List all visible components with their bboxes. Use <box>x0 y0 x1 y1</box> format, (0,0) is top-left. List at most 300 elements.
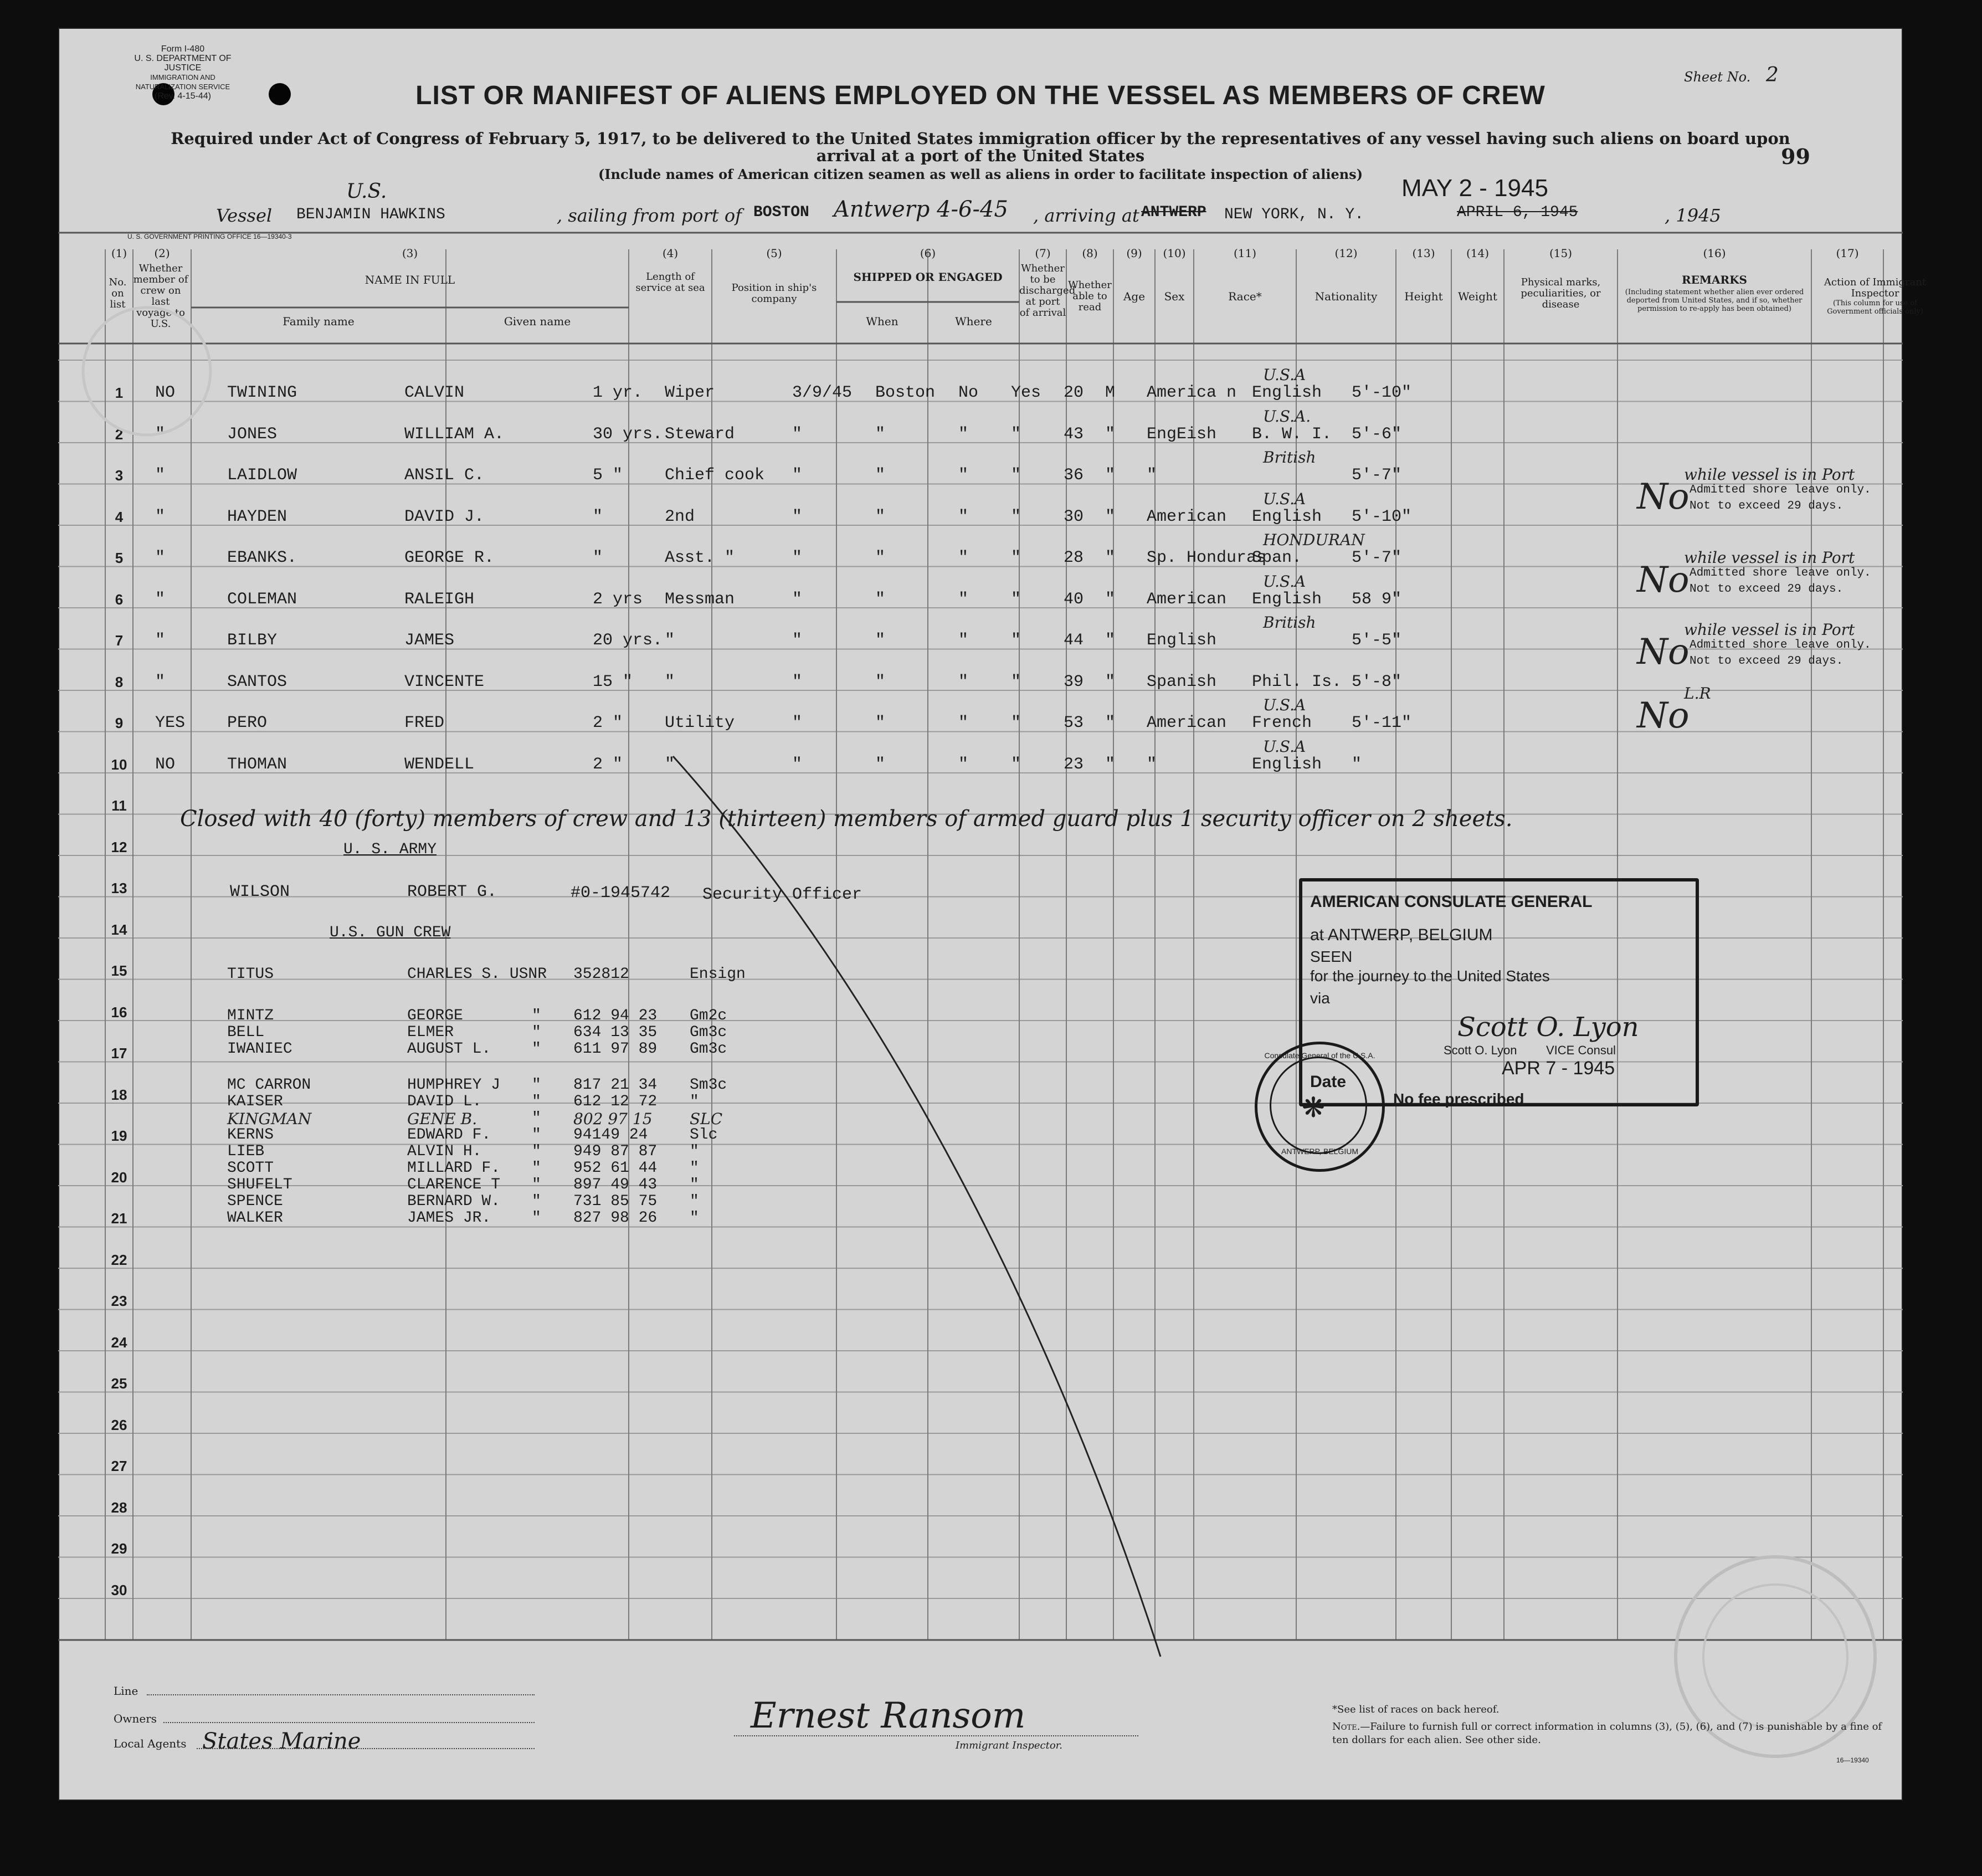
discharged: " <box>958 672 969 691</box>
remark-handwritten: while vessel is in Port <box>1684 621 1855 639</box>
nationality-handwritten: U.S.A. <box>1263 407 1311 426</box>
gun-crew-given-name: DAVID L. <box>407 1093 482 1110</box>
age: 43 <box>1064 424 1084 444</box>
given-name: JAMES <box>404 631 455 650</box>
stamp-date-label: Date <box>1310 1073 1347 1091</box>
header-race: Race* <box>1228 290 1262 303</box>
race: American <box>1147 590 1227 609</box>
length-of-service: " <box>593 507 603 526</box>
gun-crew-family-name: LIEB <box>227 1143 265 1160</box>
column-number: (7) <box>1035 247 1051 260</box>
given-name: ANSIL C. <box>404 466 485 485</box>
race: English <box>1147 631 1217 650</box>
inspector-action-mark: No <box>1637 476 1690 517</box>
stamp-title: AMERICAN CONSULATE GENERAL <box>1310 893 1593 911</box>
gun-crew-ditto-mark: " <box>532 1126 541 1144</box>
gun-crew-given-name: GEORGE <box>407 1007 463 1024</box>
nationality-handwritten: U.S.A <box>1263 696 1306 714</box>
row-number: 4 <box>115 508 124 525</box>
race: America n <box>1147 383 1237 402</box>
length-of-service: 2 " <box>593 755 623 774</box>
footer-line-field <box>147 1694 535 1695</box>
nationality: English <box>1252 755 1322 774</box>
sex: " <box>1105 424 1116 444</box>
able-to-read: Yes <box>1011 383 1041 402</box>
family-name: COLEMAN <box>227 590 297 609</box>
shipped-where: " <box>875 755 886 774</box>
row-number: 23 <box>111 1293 127 1309</box>
shipped-where: " <box>875 631 886 650</box>
length-of-service: 5 " <box>593 466 623 485</box>
header-position: Position in ship's company <box>731 282 817 305</box>
column-number: (3) <box>402 247 418 260</box>
gun-crew-ditto-mark: " <box>532 1193 541 1210</box>
height: 5'-5" <box>1352 631 1402 650</box>
position: " <box>665 672 675 691</box>
header-nationality: Nationality <box>1315 290 1378 303</box>
position: " <box>665 631 675 650</box>
footer-note <box>1332 1720 1886 1747</box>
row-number: 8 <box>115 673 124 690</box>
discharged: " <box>958 507 969 526</box>
page-note: (Include names of American citizen seamen as well as aliens in order to facilitate inspection of aliens) <box>598 166 1363 182</box>
shipped-when: " <box>792 507 803 526</box>
row-number: 10 <box>111 756 127 773</box>
age: 20 <box>1064 383 1084 402</box>
nationality: B. W. I. <box>1252 424 1332 444</box>
gun-crew-rate: Gm2c <box>690 1007 727 1024</box>
row-number: 30 <box>111 1581 127 1598</box>
prev-voyage: NO <box>155 383 176 402</box>
gun-crew-ditto-mark: " <box>532 1143 541 1160</box>
shipped-when: " <box>792 424 803 444</box>
gun-crew-service-number: 827 98 26 <box>573 1209 658 1227</box>
able-to-read: " <box>1011 466 1021 485</box>
prev-voyage: " <box>155 424 166 444</box>
shipped-where: " <box>875 672 886 691</box>
given-name: CALVIN <box>404 383 465 402</box>
header-where: Where <box>955 315 992 328</box>
row-number: 2 <box>115 426 124 443</box>
race: " <box>1147 466 1157 485</box>
gun-crew-given-name: GENE B. <box>407 1110 477 1128</box>
position: 2nd <box>665 507 695 526</box>
footer-owners-field <box>163 1722 535 1723</box>
header-length-of-service: Length of service at sea <box>635 271 705 294</box>
gun-crew-rate: Ensign <box>690 966 746 983</box>
vessel-label: Vessel <box>216 205 273 226</box>
gun-crew-given-name: HUMPHREY J <box>407 1077 501 1094</box>
closing-note: Closed with 40 (forty) members of crew and 13 (thirteen) members of armed guard plus 1 security officer on 2 sheets. <box>180 806 1513 832</box>
remark-handwritten: L.R <box>1684 684 1711 703</box>
nationality-handwritten: U.S.A <box>1263 366 1306 384</box>
able-to-read: " <box>1011 714 1021 732</box>
nationality-handwritten: U.S.A <box>1263 489 1306 508</box>
form-code: 16—19340 <box>1836 1756 1869 1764</box>
nationality-handwritten: HONDURAN <box>1263 531 1365 549</box>
gun-crew-service-number: 897 49 43 <box>573 1176 658 1193</box>
length-of-service: 15 " <box>593 672 633 691</box>
row-number: 15 <box>111 962 127 979</box>
gun-crew-family-name: MINTZ <box>227 1007 274 1024</box>
prev-voyage: " <box>155 672 166 691</box>
column-number: (16) <box>1703 247 1726 260</box>
length-of-service: 30 yrs. <box>593 424 663 444</box>
race: Spanish <box>1147 672 1217 691</box>
gun-crew-rate: Gm3c <box>690 1024 727 1041</box>
gun-crew-service-number: 949 87 87 <box>573 1143 658 1160</box>
height: 5'-11" <box>1352 714 1412 732</box>
gun-crew-service-number: 817 21 34 <box>573 1077 658 1094</box>
shipped-where: " <box>875 424 886 444</box>
gun-crew-family-name: KINGMAN <box>227 1110 312 1128</box>
column-number: (4) <box>662 247 679 260</box>
able-to-read: " <box>1011 549 1021 567</box>
gun-crew-family-name: SCOTT <box>227 1160 274 1177</box>
column-number: (15) <box>1549 247 1573 260</box>
discharged: " <box>958 755 969 774</box>
sex: " <box>1105 631 1116 650</box>
height: " <box>1352 755 1362 774</box>
gun-crew-service-number: 352812 <box>573 966 629 983</box>
inspector-action-mark: No <box>1637 695 1690 736</box>
age: 40 <box>1064 590 1084 609</box>
column-number: (1) <box>111 247 127 260</box>
no-fee-note: No fee prescribed <box>1393 1090 1524 1108</box>
prev-voyage: " <box>155 631 166 650</box>
shipped-when: " <box>792 672 803 691</box>
gun-crew-given-name: CHARLES S. USNR <box>407 966 547 983</box>
gun-crew-rate: Sm3c <box>690 1077 727 1094</box>
position: Chief cook <box>665 466 765 485</box>
discharged: " <box>958 549 969 567</box>
gun-crew-service-number: 802 97 15 <box>573 1110 653 1128</box>
shipped-where: " <box>875 590 886 609</box>
gun-crew-ditto-mark: " <box>532 1077 541 1094</box>
army-service-number: #0-1945742 <box>571 884 671 903</box>
length-of-service: 1 yr. <box>593 383 643 402</box>
prev-voyage: " <box>155 466 166 485</box>
nationality: Span. <box>1252 549 1302 567</box>
row-number: 12 <box>111 838 127 855</box>
race: " <box>1147 755 1157 774</box>
row-number: 24 <box>111 1334 127 1351</box>
able-to-read: " <box>1011 631 1021 650</box>
shipped-when: 3/9/45 <box>792 383 853 402</box>
gun-crew-heading: U.S. GUN CREW <box>330 924 451 941</box>
form-revision: (Rev. 4-15-44) <box>155 91 211 101</box>
column-number: (14) <box>1466 247 1490 260</box>
sailing-label: , sailing from port of <box>557 205 742 226</box>
header-name-in-full: NAME IN FULL <box>364 273 455 286</box>
row-number: 16 <box>111 1003 127 1021</box>
stamp-location: at ANTWERP, BELGIUM <box>1310 926 1493 944</box>
row-number: 27 <box>111 1458 127 1474</box>
family-name: HAYDEN <box>227 507 287 526</box>
footer-note-label: Note. <box>1332 1721 1360 1733</box>
printing-office-line: U. S. GOVERNMENT PRINTING OFFICE 16—19340-3 <box>127 233 292 240</box>
nationality-handwritten: British <box>1263 448 1316 467</box>
header-age: Age <box>1123 290 1146 303</box>
page-subtitle: Required under Act of Congress of February 5, 1917, to be delivered to the United States immigration officer by the representatives of any vessel having such aliens on board upon arrival at a port of the United States <box>171 129 1790 165</box>
page-title: LIST OR MANIFEST OF ALIENS EMPLOYED ON THE VESSEL AS MEMBERS OF CREW <box>415 81 1545 110</box>
header-no-on-list: No. on list <box>109 276 127 310</box>
able-to-read: " <box>1011 672 1021 691</box>
inspector-signature-line <box>734 1735 1138 1736</box>
column-number: (17) <box>1836 247 1859 260</box>
family-name: BILBY <box>227 631 278 650</box>
position: Messman <box>665 590 735 609</box>
eagle-emblem-icon: ❋ <box>1302 1091 1325 1124</box>
gun-crew-given-name: AUGUST L. <box>407 1040 491 1058</box>
army-heading: U. S. ARMY <box>343 841 437 858</box>
age: 44 <box>1064 631 1084 650</box>
family-name: LAIDLOW <box>227 466 297 485</box>
arrival-date-stamp: MAY 2 - 1945 <box>1401 175 1548 202</box>
row-number: 26 <box>111 1416 127 1433</box>
stamp-date: APR 7 - 1945 <box>1502 1058 1615 1079</box>
gun-crew-service-number: 612 12 72 <box>573 1093 658 1110</box>
gun-crew-family-name: WALKER <box>227 1209 283 1227</box>
sailing-port-handwritten: Antwerp 4-6-45 <box>834 197 1008 222</box>
stamp-signer-title: VICE Consul <box>1546 1043 1616 1057</box>
gun-crew-ditto-mark: " <box>532 1110 541 1127</box>
position: Steward <box>665 424 735 444</box>
height: 5'-10" <box>1352 507 1412 526</box>
gun-crew-rate: " <box>690 1143 699 1160</box>
gun-crew-service-number: 952 61 44 <box>573 1160 658 1177</box>
header-given-name: Given name <box>504 315 571 328</box>
header-inspector-note: (This column for use of Government officials only) <box>1827 299 1923 316</box>
row-number: 17 <box>111 1045 127 1062</box>
sex: M <box>1105 383 1116 402</box>
nationality-handwritten: U.S.A <box>1263 572 1306 591</box>
army-family-name: WILSON <box>230 883 290 901</box>
inspector-label: Immigrant Inspector. <box>956 1740 1063 1751</box>
gun-crew-given-name: ALVIN H. <box>407 1143 482 1160</box>
column-number: (2) <box>154 247 170 260</box>
age: 36 <box>1064 466 1084 485</box>
sex: " <box>1105 714 1116 732</box>
able-to-read: " <box>1011 424 1021 444</box>
row-number: 9 <box>115 715 124 731</box>
age: 39 <box>1064 672 1084 691</box>
footer-agents-value: States Marine <box>202 1729 361 1754</box>
prev-voyage: NO <box>155 755 176 774</box>
gun-crew-rate: " <box>690 1093 699 1110</box>
header-remarks: REMARKS <box>1682 273 1747 286</box>
family-name: PERO <box>227 714 268 732</box>
column-number: (13) <box>1412 247 1435 260</box>
inspector-action-mark: No <box>1637 632 1690 673</box>
vessel-name: BENJAMIN HAWKINS <box>296 206 445 223</box>
army-position: Security Officer <box>702 885 862 904</box>
gun-crew-service-number: 731 85 75 <box>573 1193 658 1210</box>
row-number: 14 <box>111 921 127 938</box>
header-when: When <box>866 315 898 328</box>
gun-crew-family-name: KAISER <box>227 1093 283 1110</box>
header-height: Height <box>1404 290 1443 303</box>
page-number: 99 <box>1781 144 1810 169</box>
prev-voyage: YES <box>155 714 186 732</box>
gun-crew-given-name: MILLARD F. <box>407 1160 501 1177</box>
nationality: English <box>1252 507 1322 526</box>
stamp-via: via <box>1310 990 1330 1007</box>
inspector-action-mark: No <box>1637 560 1690 601</box>
gun-crew-family-name: SHUFELT <box>227 1176 292 1193</box>
given-name: VINCENTE <box>404 672 485 691</box>
remark-handwritten: while vessel is in Port <box>1684 549 1855 567</box>
row-number: 18 <box>111 1086 127 1103</box>
header-remarks-note: (Including statement whether alien ever ordered deported from United States, and if so, whether permission to re-apply has been obtained) <box>1625 288 1804 313</box>
height: 5'-6" <box>1352 424 1402 444</box>
army-given-name: ROBERT G. <box>407 883 497 901</box>
nationality: French <box>1252 714 1312 732</box>
row-number: 28 <box>111 1499 127 1516</box>
position: Wiper <box>665 383 715 402</box>
row-number: 13 <box>111 880 127 896</box>
row-number: 20 <box>111 1168 127 1186</box>
shipped-when: " <box>792 714 803 732</box>
arriving-label: , arriving at <box>1033 205 1139 226</box>
gun-crew-family-name: SPENCE <box>227 1193 283 1210</box>
footer-line-label: Line <box>114 1684 138 1698</box>
stamp-signature: Scott O. Lyon <box>1457 1012 1639 1043</box>
row-number: 7 <box>115 632 124 649</box>
height: 5'-8" <box>1352 672 1402 691</box>
diagonal-pen-stroke <box>58 28 1903 1801</box>
shipped-when: " <box>792 549 803 567</box>
gun-crew-service-number: 612 94 23 <box>573 1007 658 1024</box>
given-name: RALEIGH <box>404 590 475 609</box>
seal-ring-text: Consulate General of the U.S.A. <box>1264 1051 1375 1060</box>
prev-voyage: " <box>155 549 166 567</box>
age: 53 <box>1064 714 1084 732</box>
gun-crew-given-name: BERNARD W. <box>407 1193 501 1210</box>
gun-crew-service-number: 634 13 35 <box>573 1024 658 1041</box>
gun-crew-service-number: 94149 24 <box>573 1126 648 1144</box>
family-name: TWINING <box>227 383 297 402</box>
header-family-name: Family name <box>283 315 355 328</box>
gun-crew-ditto-mark: " <box>532 1040 541 1058</box>
sex: " <box>1105 466 1116 485</box>
header-previous-voyage: Whether member of crew on last voyage to U.S. <box>133 263 188 330</box>
header-shipped-engaged: SHIPPED OR ENGAGED <box>853 270 1003 284</box>
shipped-when: " <box>792 631 803 650</box>
gun-crew-ditto-mark: " <box>532 1176 541 1193</box>
shipped-where: " <box>875 549 886 567</box>
arriving-port-struck: ANTWERP <box>1141 204 1206 221</box>
year-label: , 19 <box>1665 205 1699 226</box>
family-name: SANTOS <box>227 672 287 691</box>
race: EngEish <box>1147 424 1217 444</box>
header-sex: Sex <box>1164 290 1185 303</box>
row-number: 6 <box>115 591 124 608</box>
nationality: English <box>1252 383 1322 402</box>
length-of-service: 2 yrs <box>593 590 643 609</box>
manifest-sheet <box>58 28 1927 1801</box>
row-number: 29 <box>111 1540 127 1557</box>
gun-crew-given-name: ELMER <box>407 1024 454 1041</box>
shipped-when: " <box>792 755 803 774</box>
discharged: " <box>958 424 969 444</box>
arriving-port: NEW YORK, N. Y. <box>1224 206 1364 223</box>
gun-crew-given-name: JAMES JR. <box>407 1209 491 1227</box>
footer-note-text: —Failure to furnish full or correct information in columns (3), (5), (6), and (7) is punishable by a fine of ten dollars for each alien. See other side. <box>1332 1721 1882 1746</box>
given-name: FRED <box>404 714 445 732</box>
faint-round-stamp-icon <box>75 299 219 443</box>
sex: " <box>1105 507 1116 526</box>
sex: " <box>1105 672 1116 691</box>
header-able-to-read: Whether able to read <box>1068 279 1112 313</box>
age: 30 <box>1064 507 1084 526</box>
nationality-handwritten: U.S.A <box>1263 737 1306 756</box>
gun-crew-family-name: KERNS <box>227 1126 274 1144</box>
gun-crew-rate: " <box>690 1160 699 1177</box>
gun-crew-rate: Gm3c <box>690 1040 727 1058</box>
arrival-date-struck: APRIL 6, 1945 <box>1457 204 1578 221</box>
given-name: GEORGE R. <box>404 549 495 567</box>
footer-agents-field <box>197 1748 535 1749</box>
header-inspector-action: Action of Immigrant Inspector <box>1824 276 1927 299</box>
row-number: 1 <box>115 385 124 401</box>
given-name: DAVID J. <box>404 507 485 526</box>
column-number: (12) <box>1334 247 1358 260</box>
gun-crew-rate: SLC <box>690 1110 723 1128</box>
seal-bottom-text: ANTWERP, BELGIUM <box>1281 1147 1358 1156</box>
gun-crew-ditto-mark: " <box>532 1093 541 1110</box>
height: 5'-7" <box>1352 466 1402 485</box>
inspector-signature: Ernest Ransom <box>751 1695 1026 1736</box>
remark-text: Admitted shore leave only. Not to exceed 29 days. <box>1690 639 1871 668</box>
length-of-service: 20 yrs. <box>593 631 663 650</box>
shipped-where: " <box>875 714 886 732</box>
height: 58 9" <box>1352 590 1402 609</box>
prev-voyage: " <box>155 590 166 609</box>
shipped-where: " <box>875 466 886 485</box>
race-note: *See list of races on back hereof. <box>1332 1704 1500 1715</box>
gun-crew-family-name: IWANIEC <box>227 1040 292 1058</box>
height: 5'-7" <box>1352 549 1402 567</box>
sheet-label: Sheet No. <box>1684 69 1751 85</box>
service-name: IMMIGRATION AND NATURALIZATION SERVICE <box>135 73 230 91</box>
gun-crew-given-name: EDWARD F. <box>407 1126 491 1144</box>
nationality-handwritten: British <box>1263 613 1316 632</box>
gun-crew-service-number: 611 97 89 <box>573 1040 658 1058</box>
shipped-when: " <box>792 466 803 485</box>
header-physical-marks: Physical marks, peculiarities, or disease <box>1521 276 1601 310</box>
sex: " <box>1105 549 1116 567</box>
family-name: JONES <box>227 424 278 444</box>
gun-crew-ditto-mark: " <box>532 1209 541 1227</box>
position: Asst. " <box>665 549 735 567</box>
sex: " <box>1105 755 1116 774</box>
column-number: (10) <box>1163 247 1186 260</box>
column-number: (5) <box>766 247 782 260</box>
given-name: WILLIAM A. <box>404 424 505 444</box>
age: 28 <box>1064 549 1084 567</box>
row-number: 3 <box>115 467 124 484</box>
column-number: (6) <box>920 247 936 260</box>
gun-crew-rate: " <box>690 1176 699 1193</box>
given-name: WENDELL <box>404 755 475 774</box>
able-to-read: " <box>1011 755 1021 774</box>
year-value: 45 <box>1698 205 1721 226</box>
row-number: 22 <box>111 1251 127 1268</box>
nationality: English <box>1252 590 1322 609</box>
stamp-journey: for the journey to the United States <box>1310 967 1550 985</box>
discharged: " <box>958 466 969 485</box>
